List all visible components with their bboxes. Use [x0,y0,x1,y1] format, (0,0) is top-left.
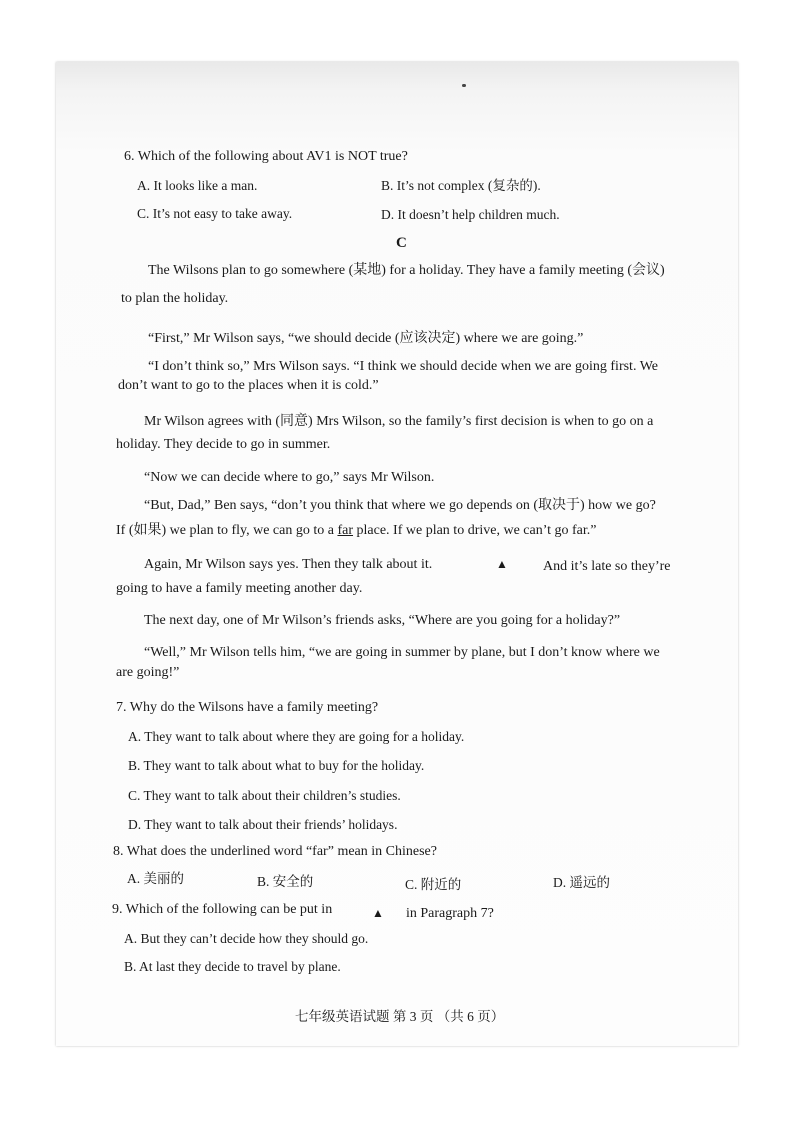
q6-option-d: D. It doesn’t help children much. [381,207,560,222]
q7-option-c: C. They want to talk about their children’s studies. [128,788,401,803]
q6-option-a: A. It looks like a man. [137,178,258,193]
q8-option-b: B. 安全的 [257,874,314,889]
passage-p4-line2: holiday. They decide to go in summer. [116,437,331,452]
passage-p6-line2-pre: If (如果) we plan to fly, we can go to a [116,523,338,538]
q7-option-b: B. They want to talk about what to buy for the holiday. [128,758,425,773]
passage-p7-line2: going to have a family meeting another day. [116,581,363,596]
passage-p2: “First,” Mr Wilson says, “we should decide (应该决定) where we are going.” [148,331,584,346]
q8-option-c: C. 附近的 [405,877,462,892]
blank-marker-question: ▲ [372,906,384,920]
q9-question-pre: 9. Which of the following can be put in [112,902,333,917]
q6-question: 6. Which of the following about AV1 is NOT true? [124,149,408,164]
passage-p7-line1-post: And it’s late so they’re [543,559,671,574]
q7-option-a: A. They want to talk about where they are going for a holiday. [128,729,465,744]
passage-p1-line1: The Wilsons plan to go somewhere (某地) for a holiday. They have a family meeting (会议) [148,263,665,278]
q6-option-b: B. It’s not complex (复杂的). [381,178,541,193]
q9-option-b: B. At last they decide to travel by plane. [124,959,341,974]
passage-p4-line1: Mr Wilson agrees with (同意) Mrs Wilson, so the family’s first decision is when to go on a [144,414,654,429]
page-footer: 七年级英语试题 第 3 页 （共 6 页） [295,1009,505,1024]
q9-option-a: A. But they can’t decide how they should go. [124,931,369,946]
passage-p3-line2: don’t want to go to the places when it is cold.” [118,378,379,393]
passage-p5: “Now we can decide where to go,” says Mr Wilson. [144,470,435,485]
passage-p8: The next day, one of Mr Wilson’s friends asks, “Where are you going for a holiday?” [144,613,621,628]
underlined-word-far: far [337,523,354,538]
q8-option-d: D. 遥远的 [553,875,610,890]
speck [462,84,466,87]
q7-option-d: D. They want to talk about their friends’ holidays. [128,817,398,832]
passage-p1-line2: to plan the holiday. [121,291,229,306]
q7-question: 7. Why do the Wilsons have a family meeting? [116,700,379,715]
q6-option-c: C. It’s not easy to take away. [137,206,293,221]
passage-p6-line1: “But, Dad,” Ben says, “don’t you think that where we go depends on (取决于) how we go? [144,498,656,513]
passage-p6-line2 [116,522,596,540]
passage-p9-line1: “Well,” Mr Wilson tells him, “we are going in summer by plane, but I don’t know where we [144,645,660,660]
blank-marker-passage: ▲ [496,557,508,571]
section-label: C [396,235,407,251]
q8-option-a: A. 美丽的 [127,871,184,886]
passage-p6-line2-post: place. If we plan to drive, we can’t go far.” [353,523,597,538]
q9-question-post: in Paragraph 7? [406,906,494,921]
passage-p7-line1-pre: Again, Mr Wilson says yes. Then they talk about it. [144,557,433,572]
passage-p9-line2: are going!” [116,665,180,680]
q8-question: 8. What does the underlined word “far” mean in Chinese? [113,844,437,859]
passage-p3-line1: “I don’t think so,” Mrs Wilson says. “I think we should decide when we are going first. We [148,359,658,374]
